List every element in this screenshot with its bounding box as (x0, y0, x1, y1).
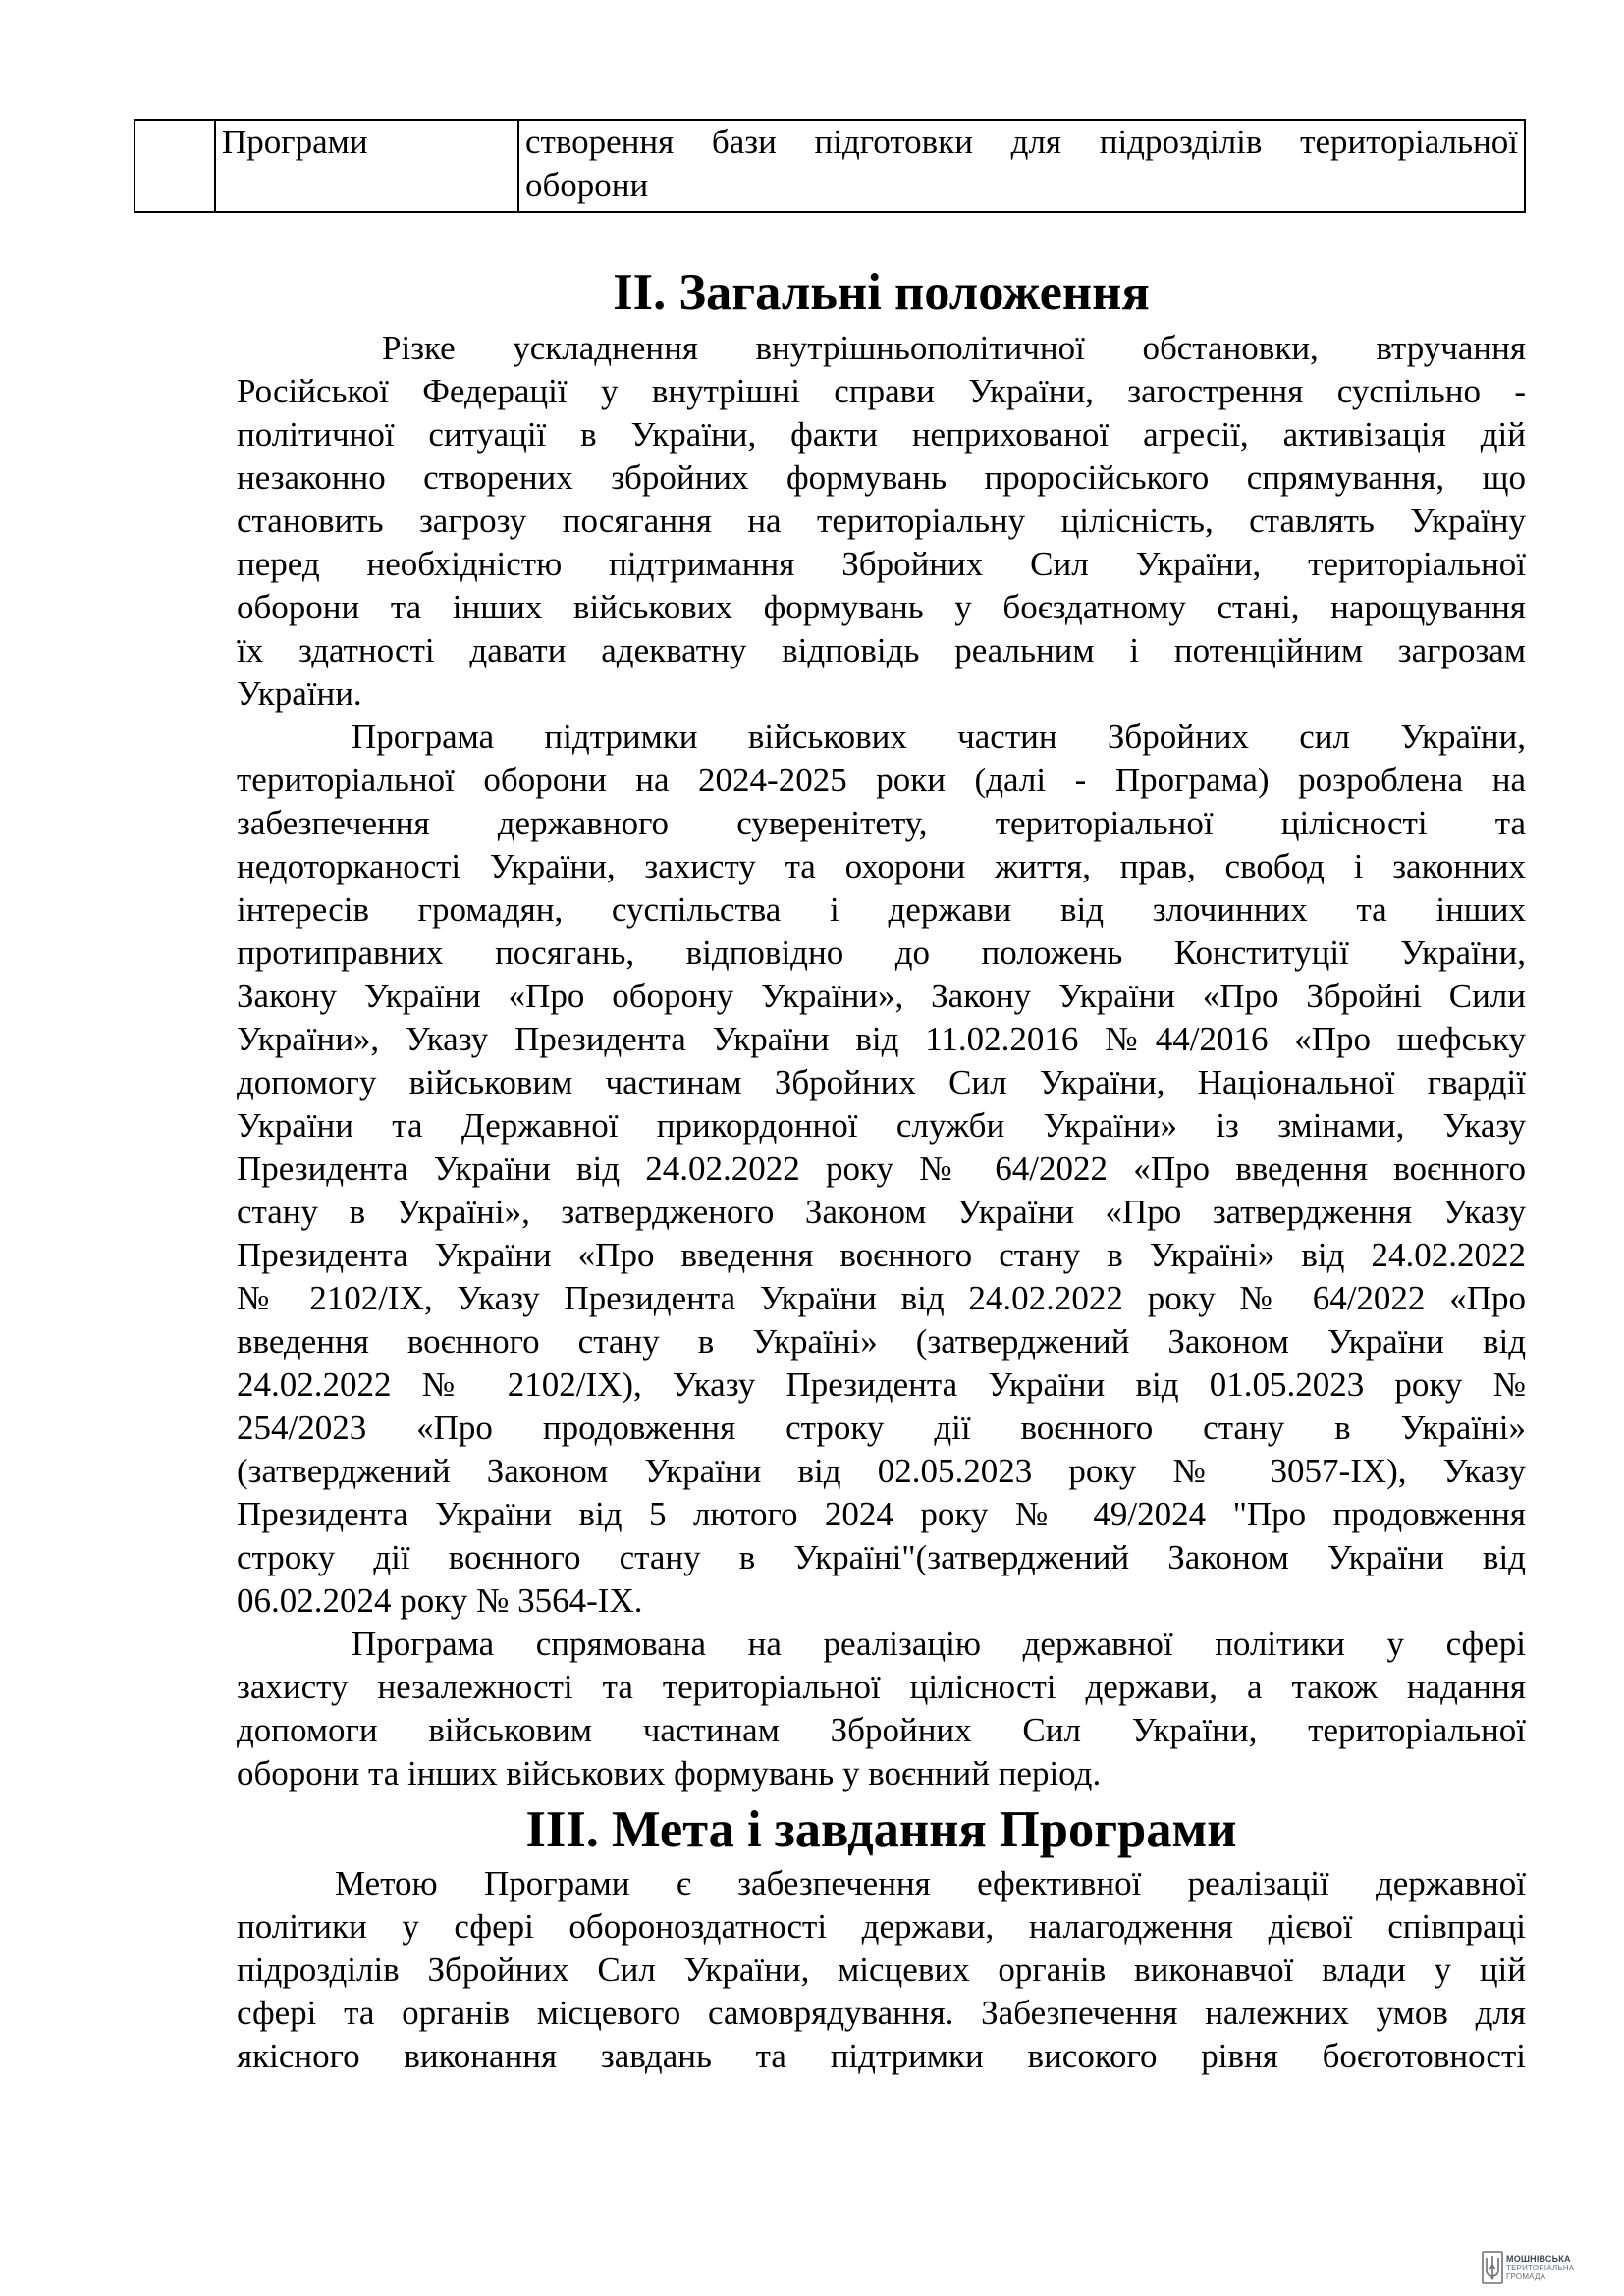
paragraph-line: Президента України від 24.02.2022 року № 64/2022 «Про введення воєнного (237, 1149, 1526, 1188)
paragraph-line: інтересів громадян, суспільства і держави від злочинних та інших (237, 890, 1526, 929)
paragraph-line: України», Указу Президента України від 11.02.2016 №44/2016 «Про шефську (237, 1020, 1526, 1058)
paragraph-line: Закону України «Про оборону України», Закону України «Про Збройні Сили (237, 977, 1526, 1015)
paragraph-line: оборони та інших військових формувань у воєнний період. (237, 1754, 1102, 1792)
community-logo-text (1506, 2255, 1574, 2281)
logo-line-3: ГРОМАДА (1506, 2271, 1546, 2281)
paragraph-line: недоторканості України, захисту та охорони життя, прав, свобод і законних (237, 847, 1526, 885)
table-cell-value-line: створення бази підготовки для підрозділів територіальної (525, 123, 1518, 161)
table-row (135, 120, 1525, 212)
paragraph-line: Програма спрямована на реалізацію державної політики у сфері (352, 1625, 1526, 1663)
paragraph-line: Метою Програми є забезпечення ефективної реалізації державної (335, 1864, 1526, 1902)
paragraph (237, 716, 1526, 1623)
paragraph-line: політичної ситуації в України, факти неприхованої агресії, активізація дій (237, 415, 1526, 454)
paragraph-line: стану в Україні», затвердженого Законом України «Про затвердження Указу (237, 1193, 1526, 1231)
paragraph-line: їх здатності давати адекватну відповідь реальним і потенційним загрозам (237, 631, 1526, 669)
paragraph-line: № 2102/IX, Указу Президента України від 24.02.2022 року № 64/2022 «Про (237, 1279, 1526, 1317)
paragraph-line: Президента України «Про введення воєнного стану в Україні» від 24.02.2022 (237, 1236, 1526, 1274)
paragraph-line: (затверджений Законом України від 02.05.2023 року № 3057-IX), Указу (237, 1452, 1526, 1490)
paragraph (237, 1862, 1526, 2078)
paragraph-line: Російської Федерації у внутрішні справи України, загострення суспільно - (237, 372, 1526, 410)
paragraph-line: 24.02.2022 № 2102/IX), Указу Президента України від 01.05.2023 року № (237, 1365, 1526, 1404)
paragraph-line: строку дії воєнного стану в Україні"(затверджений Законом України від (237, 1538, 1526, 1576)
paragraph-line: Різке ускладнення внутрішньополітичної обстановки, втручання (382, 329, 1526, 367)
paragraph-line: 06.02.2024 року № 3564-IX. (237, 1581, 643, 1620)
table-cell-label: Програми (215, 120, 518, 212)
table-cell-number (135, 120, 215, 212)
paragraph (237, 327, 1526, 716)
paragraph-line: України та Державної прикордонної служби України» із змінами, Указу (237, 1106, 1526, 1145)
paragraph-line: введення воєнного стану в Україні» (затверджений Законом України від (237, 1322, 1526, 1361)
paragraph-line: Програма підтримки військових частин Збройних сил України, (352, 718, 1526, 756)
paragraph-line: підрозділів Збройних Сил України, місцевих органів виконавчої влади у цій (237, 1950, 1526, 1989)
logo-line-1: МОШНІВСЬКА (1506, 2253, 1571, 2264)
document-body (237, 264, 1526, 2078)
paragraph-line: становить загрозу посягання на територіальну цілісність, ставлять Україну (237, 502, 1526, 540)
community-logo (1482, 2248, 1599, 2287)
program-info-table (134, 119, 1526, 213)
paragraph-line: перед необхідністю підтримання Збройних Сил України, територіальної (237, 545, 1526, 583)
paragraph-line: якісного виконання завдань та підтримки високого рівня боєготовності (237, 2037, 1526, 2075)
paragraph-line: Президента України від 5 лютого 2024 року № 49/2024 "Про продовження (237, 1495, 1526, 1533)
logo-line-2: ТЕРИТОРІАЛЬНА (1506, 2263, 1575, 2272)
paragraph-line: допомоги військовим частинам Збройних Сил України, територіальної (237, 1711, 1526, 1749)
paragraph-line: протиправних посягань, відповідно до положень Конституції України, (237, 934, 1526, 972)
section-heading-general: II. Загальні положення (613, 264, 1150, 321)
table-cell-value-line: оборони (525, 166, 649, 204)
paragraph-line: політики у сфері обороноздатності держави, налагодження дієвої співпраці (237, 1907, 1526, 1946)
paragraph-line: оборони та інших військових формувань у боєздатному стані, нарощування (237, 588, 1526, 626)
table-cell-value (518, 120, 1525, 212)
paragraph-line: України. (237, 674, 362, 713)
paragraph-line: захисту незалежності та територіальної цілісності держави, а також надання (237, 1668, 1526, 1706)
paragraph-line: забезпечення державного суверенітету, територіальної цілісності та (237, 804, 1526, 842)
paragraph-line: допомогу військовим частинам Збройних Сил України, Національної гвардії (237, 1063, 1526, 1101)
trident-icon (1482, 2251, 1503, 2284)
section-heading-goal: III. Мета і завдання Програми (525, 1801, 1237, 1858)
paragraph-line: територіальної оборони на 2024-2025 роки (далі - Програма) розроблена на (237, 761, 1526, 799)
paragraph-line: незаконно створених збройних формувань проросійського спрямування, що (237, 458, 1526, 497)
paragraph-line: 254/2023 «Про продовження строку дії воєнного стану в Україні» (237, 1409, 1526, 1447)
paragraph (237, 1623, 1526, 1795)
paragraph-line: сфері та органів місцевого самоврядування. Забезпечення належних умов для (237, 1994, 1526, 2032)
